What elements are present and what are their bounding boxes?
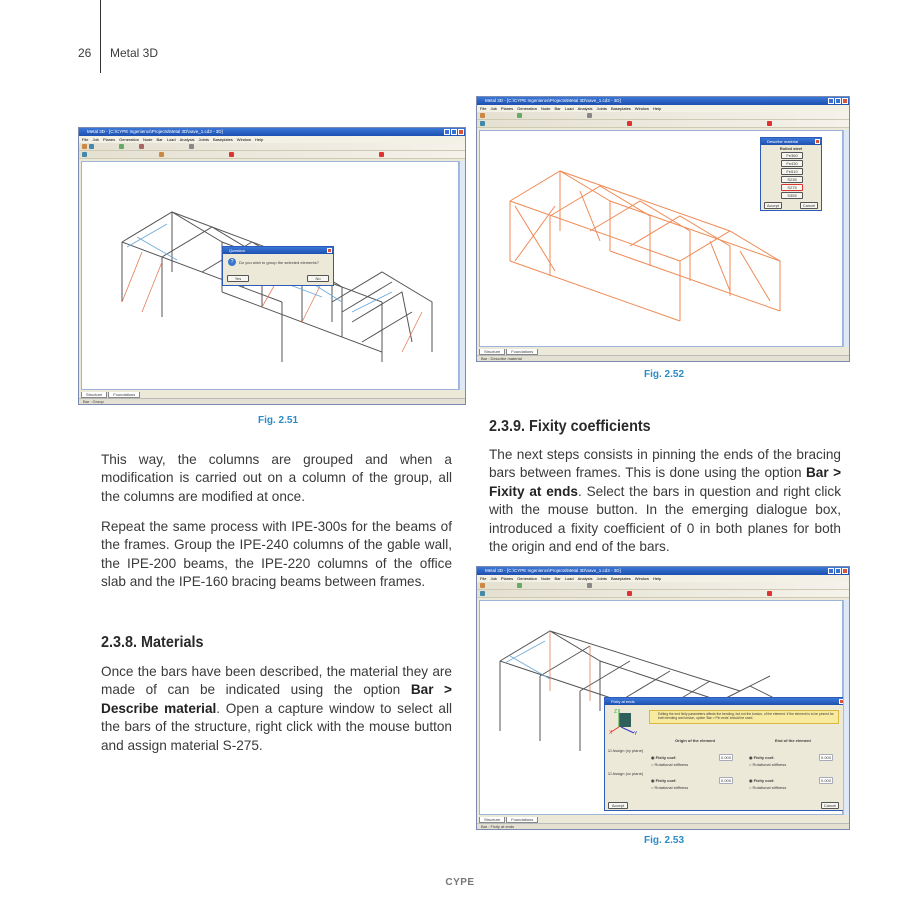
material-option[interactable]: S235 xyxy=(781,176,803,183)
window-title: Metal 3D - [C:\CYPE Ingenieros\Projects\Metal 3D\nave_1.cd3 - 3D] xyxy=(485,568,621,573)
close-icon[interactable] xyxy=(327,248,332,253)
radio-label: Fixity coef. xyxy=(655,755,677,760)
menu-bar-item[interactable]: Bar xyxy=(554,576,561,581)
menu-path: Bar > Describe material xyxy=(101,682,452,716)
fixity-radio[interactable]: ◉ Fixity coef. xyxy=(749,755,775,760)
menu-help[interactable]: Help xyxy=(653,576,662,581)
window-title: Metal 3D - [C:\CYPE Ingenieros\Projects\Metal 3D\nave_1.cd3 - 3D] xyxy=(485,98,621,103)
question-dialog xyxy=(222,246,334,286)
fixity-value-input[interactable]: 0.000 xyxy=(720,755,731,760)
question-icon: ? xyxy=(228,258,236,266)
vertical-scrollbar[interactable] xyxy=(843,130,849,347)
dialog-title: Question xyxy=(229,248,246,253)
toolbar xyxy=(477,590,849,598)
menu-path: Bar > Fixity at ends xyxy=(489,465,842,499)
menu-baseplates[interactable]: Baseplates xyxy=(611,576,631,581)
material-option[interactable]: S355 xyxy=(781,192,803,199)
fixity-radio[interactable]: ◉ Fixity coef. xyxy=(651,755,677,760)
menu-generation[interactable]: Generation xyxy=(517,106,537,111)
menu-planes[interactable]: Planes xyxy=(500,576,514,581)
material-option-selected[interactable]: S275 xyxy=(781,184,803,191)
material-option[interactable]: Fe510 xyxy=(781,168,803,175)
fixity-radio[interactable]: ◉ Fixity coef. xyxy=(749,778,775,783)
tab-foundations[interactable]: Foundations xyxy=(108,392,140,398)
status-bar: Bar : Describe material xyxy=(477,355,849,361)
menu-window[interactable]: Window xyxy=(236,137,252,142)
close-icon[interactable] xyxy=(815,139,820,144)
menu-file[interactable]: File xyxy=(82,137,89,142)
fixity-radio[interactable]: ◉ Fixity coef. xyxy=(651,778,677,783)
menu-bar xyxy=(79,136,465,143)
paragraph xyxy=(489,446,841,556)
3d-viewport[interactable] xyxy=(479,130,843,347)
cancel-button[interactable]: Cancel xyxy=(821,802,839,809)
footer-brand: CYPE xyxy=(445,877,475,888)
menu-planes[interactable]: Planes xyxy=(102,137,116,142)
accept-button[interactable]: Accept xyxy=(608,802,628,809)
window-title-bar xyxy=(79,128,465,136)
menu-analysis[interactable]: Analysis xyxy=(577,576,593,581)
menu-load[interactable]: Load xyxy=(166,137,176,142)
running-title: Metal 3D xyxy=(110,46,159,60)
menu-job[interactable]: Job xyxy=(490,576,497,581)
paragraph xyxy=(101,663,452,755)
3d-viewport[interactable] xyxy=(479,600,843,815)
text: The next steps consists in pinning the ends of the bracing bars between frames. This is done using the option xyxy=(489,447,841,481)
toolbar xyxy=(477,582,849,590)
info-message: Editing the end fixity parameters affects the bending, but not the torsion, of the element. If the element is to be pinned for both bending and torsion, option 'Bar > Pin ends' should be used. xyxy=(649,710,839,724)
assign-xz-checkbox[interactable]: ☑ Assign (xz plane) xyxy=(608,771,644,776)
header-divider xyxy=(100,0,101,73)
text: . Open a capture window to select all the bars of the structure, right click with the mouse button and assign material S-275. xyxy=(101,700,452,753)
tab-structure[interactable]: Structure xyxy=(479,349,505,355)
checkbox-label: Assign (xy plane) xyxy=(612,748,644,753)
toolbar xyxy=(477,112,849,120)
accept-button[interactable]: Accept xyxy=(764,202,782,209)
menu-node[interactable]: Node xyxy=(540,106,551,111)
figure-caption: Fig. 2.52 xyxy=(644,369,685,380)
tab-structure[interactable]: Structure xyxy=(479,817,505,823)
material-option[interactable]: Fe360 xyxy=(781,152,803,159)
vertical-scrollbar[interactable] xyxy=(459,161,465,390)
menu-analysis[interactable]: Analysis xyxy=(179,137,195,142)
vertical-scrollbar[interactable] xyxy=(843,600,849,815)
menu-file[interactable]: File xyxy=(480,576,487,581)
figure-caption: Fig. 2.53 xyxy=(644,835,685,846)
page-number: 26 xyxy=(78,46,92,60)
dialog-title: Describe material xyxy=(767,139,799,144)
radio-label: Rotational stiffness xyxy=(654,785,689,790)
section-heading: 2.3.9. Fixity coefficients xyxy=(489,418,651,435)
fixity-value-input[interactable]: 0.000 xyxy=(720,778,731,783)
menu-bar-item[interactable]: Bar xyxy=(554,106,561,111)
cancel-button[interactable]: Cancel xyxy=(800,202,818,209)
window-title: Metal 3D - [C:\CYPE Ingenieros\Projects\Metal 3D\nave_1.cd3 - 3D] xyxy=(87,129,223,134)
dialog-title: Fixity at ends xyxy=(611,699,635,704)
axis-z-label: Z xyxy=(614,709,618,715)
fixity-value-input[interactable]: 0.000 xyxy=(820,778,831,783)
menu-generation[interactable]: Generation xyxy=(517,576,537,581)
menu-bar xyxy=(477,105,849,112)
menu-window[interactable]: Window xyxy=(634,106,650,111)
menu-node[interactable]: Node xyxy=(540,576,551,581)
assign-xy-checkbox[interactable]: ☑ Assign (xy plane) xyxy=(608,748,644,753)
menu-file[interactable]: File xyxy=(480,106,487,111)
rotational-radio[interactable]: ○ Rotational stiffness xyxy=(651,785,689,790)
screenshot-fig-2-53 xyxy=(476,566,850,830)
menu-window[interactable]: Window xyxy=(634,576,650,581)
toolbar xyxy=(477,120,849,128)
menu-analysis[interactable]: Analysis xyxy=(577,106,593,111)
group-label: Rolled steel xyxy=(779,146,803,151)
menu-joints[interactable]: Joints xyxy=(596,106,607,111)
text: Once the bars have been described, the material they are made of can be indicated using the option xyxy=(101,664,452,698)
3d-viewport[interactable] xyxy=(81,161,459,390)
menu-planes[interactable]: Planes xyxy=(500,106,514,111)
status-bar: Bar : Fixity at ends xyxy=(477,823,849,829)
screenshot-fig-2-52 xyxy=(476,96,850,362)
rotational-radio[interactable]: ○ Rotational stiffness xyxy=(651,762,689,767)
fixity-value-input[interactable]: 0.000 xyxy=(820,755,831,760)
menu-help[interactable]: Help xyxy=(653,106,662,111)
screenshot-fig-2-51 xyxy=(78,127,466,405)
menu-baseplates[interactable]: Baseplates xyxy=(611,106,631,111)
menu-job[interactable]: Job xyxy=(490,106,497,111)
menu-load[interactable]: Load xyxy=(564,106,574,111)
radio-label: Rotational stiffness xyxy=(752,785,787,790)
tab-foundations[interactable]: Foundations xyxy=(506,817,538,823)
rotational-radio[interactable]: ○ Rotational stiffness xyxy=(749,785,787,790)
dialog-message: Do you wish to group the selected elements? xyxy=(239,260,319,265)
status-bar: Bar : Group xyxy=(79,398,465,404)
menu-node[interactable]: Node xyxy=(142,137,153,142)
axes-section-icon xyxy=(609,707,639,735)
paragraph: Repeat the same process with IPE-300s for the beams of the frames. Group the IPE-240 columns of the gable wall, the IPE-200 beams, the IPE-220 columns of the office slab and the IPE-160 bracing beams between frames. xyxy=(101,519,452,590)
menu-load[interactable]: Load xyxy=(564,576,574,581)
section-heading: 2.3.8. Materials xyxy=(101,634,204,651)
menu-joints[interactable]: Joints xyxy=(596,576,607,581)
radio-label: Rotational stiffness xyxy=(752,762,787,767)
rotational-radio[interactable]: ○ Rotational stiffness xyxy=(749,762,787,767)
axis-y-label: Y xyxy=(634,731,638,735)
radio-label: Fixity coef. xyxy=(655,778,677,783)
paragraph: This way, the columns are grouped and when a modification is carried out on a column of the group, all the columns are modified at once. xyxy=(101,452,452,504)
radio-label: Fixity coef. xyxy=(753,778,775,783)
menu-bar-item[interactable]: Bar xyxy=(156,137,163,142)
menu-generation[interactable]: Generation xyxy=(119,137,139,142)
material-option[interactable]: Fe430 xyxy=(781,160,803,167)
fixity-at-ends-dialog xyxy=(604,697,846,811)
text: . Select the bars in question and right click with the mouse button. In the emerging dialogue box, introduced a fixity coefficient of 0 in both planes for both the origin and end of the bars. xyxy=(489,483,841,555)
axis-x-label: X xyxy=(609,730,613,735)
toolbar xyxy=(79,143,465,151)
figure-caption: Fig. 2.51 xyxy=(258,415,299,426)
no-button[interactable]: No xyxy=(307,275,329,282)
menu-bar xyxy=(477,575,849,582)
radio-label: Fixity coef. xyxy=(753,755,775,760)
tab-foundations[interactable]: Foundations xyxy=(506,349,538,355)
menu-job[interactable]: Job xyxy=(92,137,99,142)
describe-material-dialog xyxy=(760,137,822,211)
menu-joints[interactable]: Joints xyxy=(198,137,209,142)
end-header: End of the element xyxy=(775,738,811,743)
tab-structure[interactable]: Structure xyxy=(81,392,107,398)
radio-label: Rotational stiffness xyxy=(654,762,689,767)
checkbox-label: Assign (xz plane) xyxy=(612,771,644,776)
toolbar xyxy=(79,151,465,159)
yes-button[interactable]: Yes xyxy=(227,275,249,282)
origin-header: Origin of the element xyxy=(675,738,716,743)
menu-baseplates[interactable]: Baseplates xyxy=(213,137,233,142)
menu-help[interactable]: Help xyxy=(255,137,264,142)
